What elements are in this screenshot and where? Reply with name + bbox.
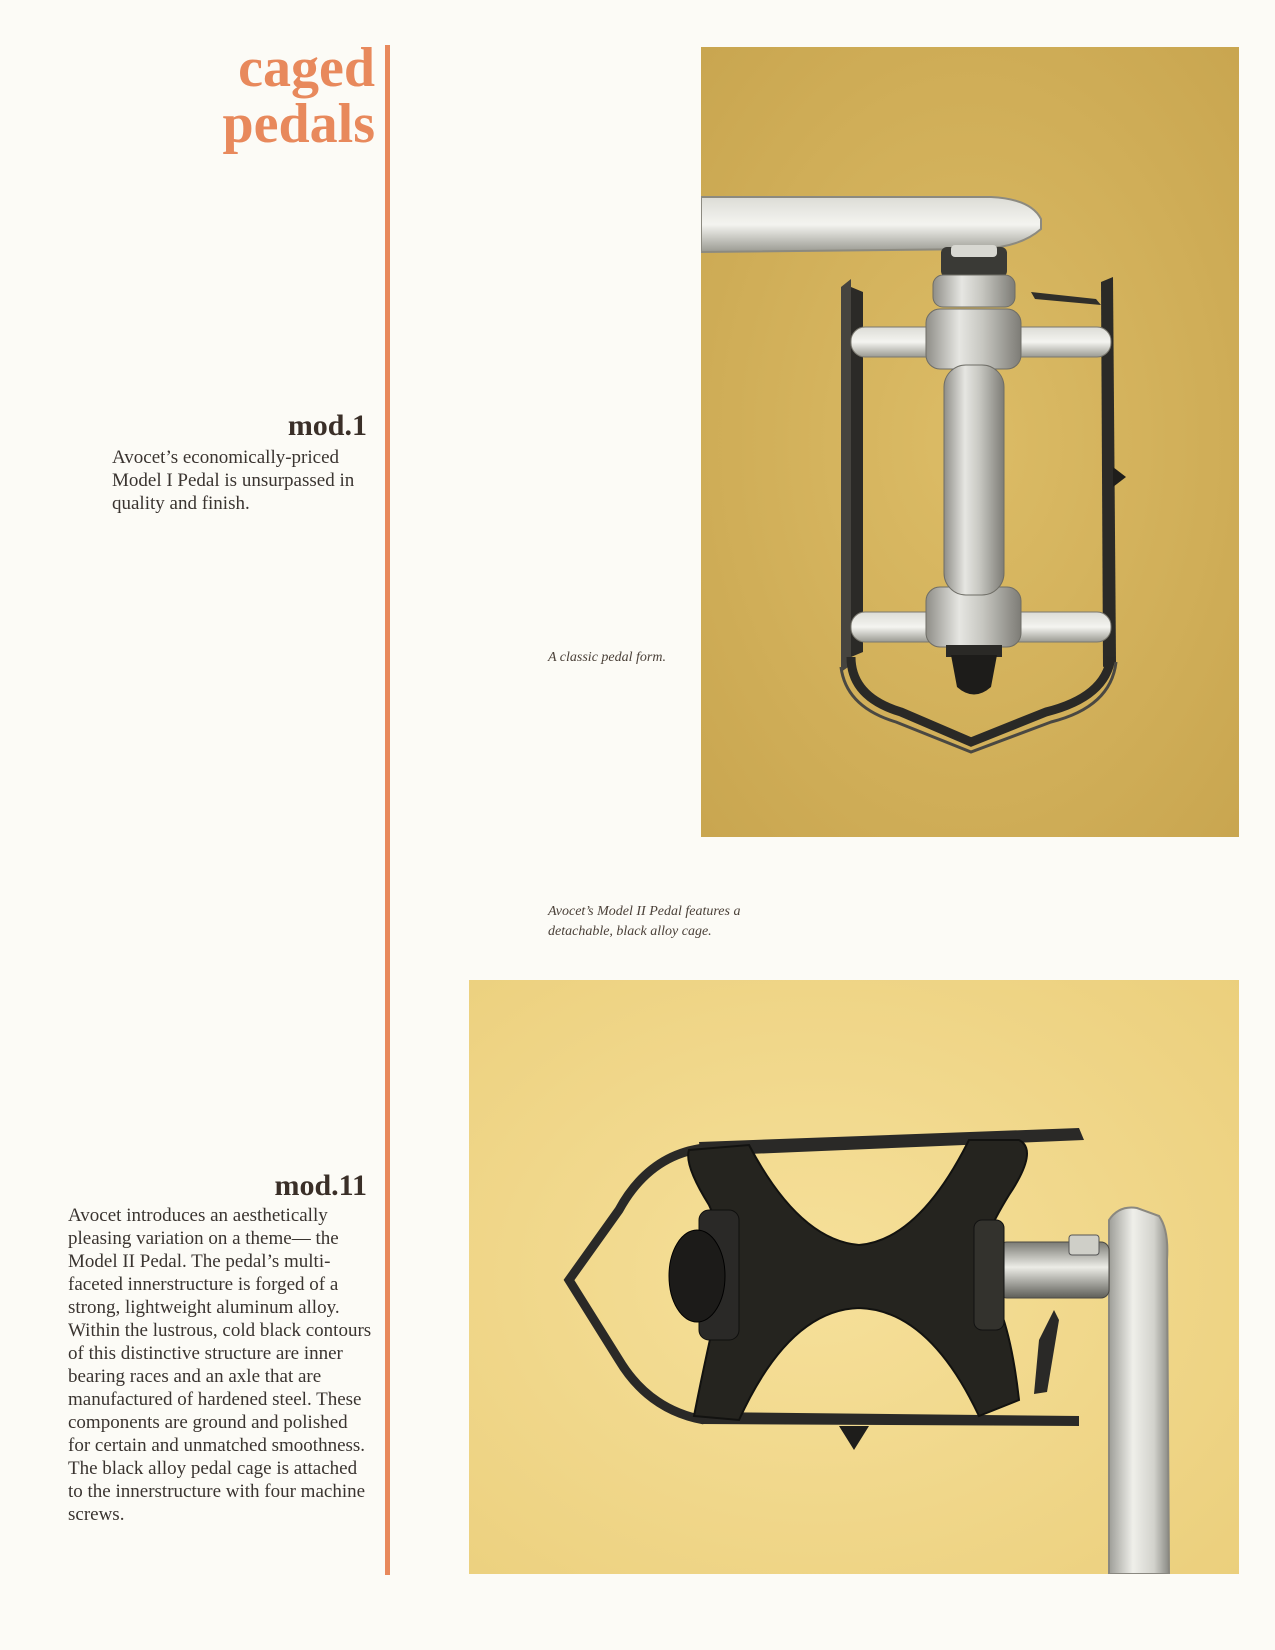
model-1-pedal-photo	[701, 47, 1239, 837]
page-title	[222, 37, 376, 155]
mod1-heading: mod.1	[287, 409, 367, 442]
vertical-accent-rule	[385, 45, 390, 1575]
photo2-caption: Avocet’s Model II Pedal features a detachable, black alloy cage.	[548, 904, 741, 939]
title-line-2: pedals	[222, 93, 375, 155]
photo1-caption: A classic pedal form.	[548, 650, 666, 665]
model-2-pedal-photo	[469, 980, 1239, 1574]
mod2-description: Avocet introduces an aesthetically pleasing variation on a theme— the Model II Pedal. The pedal’s multi-faceted innerstructure is forged of a strong, lightweight aluminum alloy. Within the lustrous, cold black contours of this distinctive structure are inner bearing races and an axle that are manufactured of hardened steel. These components are ground and polished for certain and unmatched smoothness. The black alloy pedal cage is attached to the innerstructure with four machine screws.	[68, 1205, 372, 1525]
title-line-1: caged	[238, 37, 375, 99]
mod2-heading: mod.11	[274, 1169, 367, 1202]
mod1-description: Avocet’s economically-priced Model I Pedal is unsurpassed in quality and finish.	[112, 447, 355, 514]
